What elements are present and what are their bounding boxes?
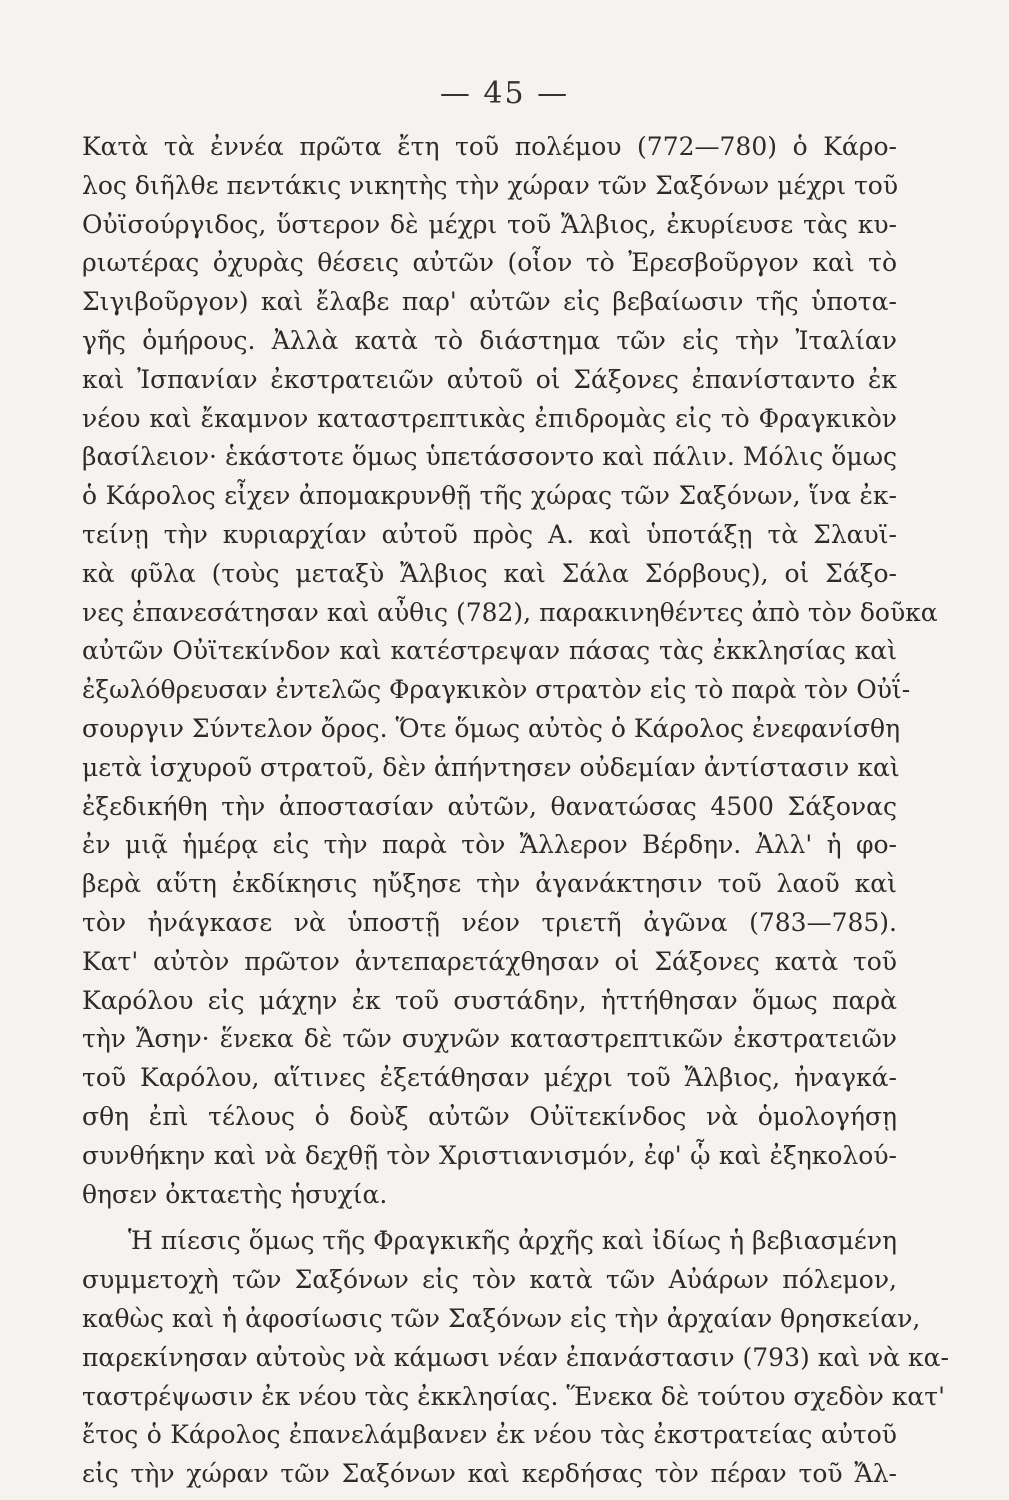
text-line: τὴν Ἄσην· ἕνεκα δὲ τῶν συχνῶν καταστρεπτικῶν ἐκστρατειῶν	[82, 1024, 897, 1054]
text-line: Ἡ πίεσις ὅμως τῆς Φραγκικῆς ἀρχῆς καὶ ἰδίως ἡ βεβιασμένη	[128, 1226, 897, 1256]
text-line: μετὰ ἰσχυροῦ στρατοῦ, δὲν ἀπήντησεν οὐδεμίαν ἀντίστασιν καὶ	[82, 752, 900, 782]
text-line: ἔτος ὁ Κάρολος ἐπανελάμβανεν ἐκ νέου τὰς ἐκστρατείας αὐτοῦ	[82, 1420, 897, 1450]
text-line: παρεκίνησαν αὐτοὺς νὰ κάμωσι νέαν ἐπανάστασιν (793) καὶ νὰ κα-	[82, 1342, 949, 1372]
text-line: ριωτέρας ὀχυρὰς θέσεις αὐτῶν (οἷον τὸ Ἐρεσβοῦργον καὶ τὸ	[82, 248, 897, 278]
text-line: νες ἐπανεσάτησαν καὶ αὖθις (782), παρακινηθέντες ἀπὸ τὸν δοῦκα	[82, 597, 938, 627]
text-line: βερὰ αὕτη ἐκδίκησις ηὔξησε τὴν ἀγανάκτησιν τοῦ λαοῦ καὶ	[82, 869, 897, 899]
text-line: λος διῆλθε πεντάκις νικητὴς τὴν χώραν τῶν Σαξόνων μέχρι τοῦ	[82, 170, 899, 200]
text-line: Σιγιβοῦργον) καὶ ἔλαβε παρ' αὐτῶν εἰς βεβαίωσιν τῆς ὑποτα-	[82, 287, 897, 317]
text-line: τὸν ἠνάγκασε νὰ ὑποστῇ νέον τριετῆ ἀγῶνα (783—785).	[82, 907, 897, 937]
page-number: — 45 —	[439, 76, 570, 111]
text-line: Κατ' αὐτὸν πρῶτον ἀντεπαρετάχθησαν οἱ Σάξονες κατὰ τοῦ	[82, 946, 897, 976]
text-line: βασίλειον· ἑκάστοτε ὅμως ὑπετάσσοντο καὶ πάλιν. Μόλις ὅμως	[82, 442, 897, 472]
body-text	[82, 128, 949, 1494]
paragraph-1	[82, 128, 938, 1214]
text-line: εἰς τὴν χώραν τῶν Σαξόνων καὶ κερδήσας τὸν πέραν τοῦ Ἄλ-	[82, 1459, 897, 1489]
text-line: συμμετοχὴ τῶν Σαξόνων εἰς τὸν κατὰ τῶν Αὐάρων πόλεμον,	[82, 1265, 897, 1295]
text-line: κὰ φῦλα (τοὺς μεταξὺ Ἄλβιος καὶ Σάλα Σόρβους), οἱ Σάξο-	[82, 558, 897, 588]
text-line: Καρόλου εἰς μάχην ἐκ τοῦ συστάδην, ἡττήθησαν ὅμως παρὰ	[82, 985, 897, 1015]
text-line: νέου καὶ ἔκαμνον καταστρεπτικὰς ἐπιδρομὰς εἰς τὸ Φραγκικὸν	[82, 403, 897, 433]
text-line: σουργιν Σύντελον ὄρος. Ὅτε ὅμως αὐτὸς ὁ Κάρολος ἐνεφανίσθη	[82, 713, 901, 743]
paragraph-2	[82, 1222, 949, 1494]
text-line: θησεν ὀκταετὴς ἡσυχία.	[82, 1179, 388, 1209]
text-line: ἐξωλόθρευσαν ἐντελῶς Φραγκικὸν στρατὸν εἰς τὸ παρὰ τὸν Οὐΐ-	[82, 675, 911, 705]
text-line: ταστρέψωσιν ἐκ νέου τὰς ἐκκλησίας. Ἕνεκα δὲ τούτου σχεδὸν κατ'	[82, 1381, 946, 1411]
text-line: ὁ Κάρολος εἶχεν ἀπομακρυνθῇ τῆς χώρας τῶν Σαξόνων, ἵνα ἐκ-	[82, 481, 897, 511]
paragraph-gap	[82, 1214, 897, 1222]
text-line: γῆς ὁμήρους. Ἀλλὰ κατὰ τὸ διάστημα τῶν εἰς τὴν Ἰταλίαν	[82, 325, 897, 355]
text-line: τείνῃ τὴν κυριαρχίαν αὐτοῦ πρὸς Α. καὶ ὑποτάξῃ τὰ Σλαυϊ-	[82, 519, 897, 549]
text-line: Κατὰ τὰ ἐννέα πρῶτα ἔτη τοῦ πολέμου (772—780) ὁ Κάρο-	[82, 132, 897, 161]
text-line: σθη ἐπὶ τέλους ὁ δοὺξ αὐτῶν Οὐϊτεκίνδος νὰ ὁμολογήσῃ	[82, 1101, 897, 1131]
text-line: καθὼς καὶ ἡ ἀφοσίωσις τῶν Σαξόνων εἰς τὴν ἀρχαίαν θρησκείαν,	[82, 1303, 921, 1333]
text-line: ἐξεδικήθη τὴν ἀποστασίαν αὐτῶν, θανατώσας 4500 Σάξονας	[82, 791, 897, 821]
text-line: συνθήκην καὶ νὰ δεχθῇ τὸν Χριστιανισμόν, ἐφ' ᾧ καὶ ἐξηκολού-	[82, 1140, 897, 1170]
text-line: καὶ Ἰσπανίαν ἐκστρατειῶν αὐτοῦ οἱ Σάξονες ἐπανίσταντο ἐκ	[82, 364, 897, 394]
text-line: αὐτῶν Οὐϊτεκίνδον καὶ κατέστρεψαν πάσας τὰς ἐκκλησίας καὶ	[82, 636, 897, 666]
text-line: ἐν μιᾷ ἡμέρᾳ εἰς τὴν παρὰ τὸν Ἄλλερον Βέρδην. Ἀλλ' ἡ φο-	[82, 830, 897, 860]
text-line: τοῦ Καρόλου, αἵτινες ἐξετάθησαν μέχρι τοῦ Ἄλβιος, ἠναγκά-	[82, 1063, 897, 1093]
text-line: Οὐϊσούργιδος, ὕστερον δὲ μέχρι τοῦ Ἄλβιος, ἐκυρίευσε τὰς κυ-	[82, 209, 897, 239]
